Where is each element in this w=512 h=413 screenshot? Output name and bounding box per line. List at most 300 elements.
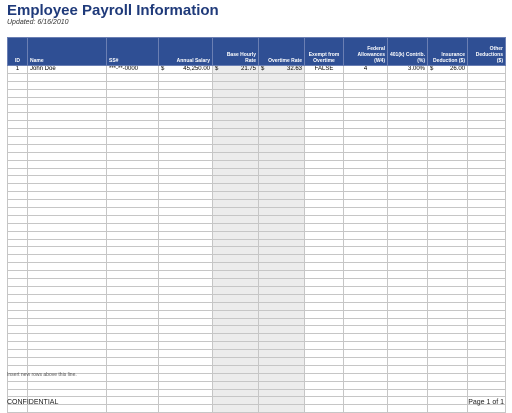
table-cell[interactable] [259,247,305,255]
table-cell[interactable] [107,144,159,152]
table-cell[interactable] [388,215,428,223]
table-cell[interactable] [344,200,388,208]
table-cell[interactable] [28,113,107,121]
table-cell[interactable] [259,263,305,271]
table-cell[interactable] [213,279,259,287]
table-cell[interactable] [428,129,468,137]
table-cell[interactable] [428,294,468,302]
table-cell[interactable] [388,334,428,342]
table-cell[interactable] [107,168,159,176]
table-cell[interactable] [107,255,159,263]
table-cell[interactable] [388,373,428,381]
table-cell[interactable] [428,302,468,310]
table-cell[interactable] [107,342,159,350]
table-cell[interactable] [428,279,468,287]
table-cell[interactable] [468,160,506,168]
table-cell[interactable] [344,357,388,365]
table-cell[interactable] [28,73,107,81]
table-cell[interactable] [344,271,388,279]
table-cell[interactable] [28,342,107,350]
table-cell[interactable] [305,255,344,263]
table-cell[interactable] [107,121,159,129]
table-cell[interactable] [388,357,428,365]
table-cell[interactable] [213,129,259,137]
table-cell[interactable] [213,365,259,373]
table-cell[interactable] [468,310,506,318]
table-cell[interactable] [344,389,388,397]
table-cell[interactable] [428,192,468,200]
table-cell[interactable] [428,239,468,247]
table-cell[interactable] [344,318,388,326]
table-cell[interactable] [344,192,388,200]
table-cell[interactable] [107,302,159,310]
table-cell[interactable] [159,263,213,271]
table-cell[interactable] [28,326,107,334]
table-cell[interactable] [468,215,506,223]
table-cell[interactable] [344,302,388,310]
table-cell[interactable] [388,81,428,89]
table-cell[interactable] [159,144,213,152]
table-cell[interactable] [107,271,159,279]
col-header-annual-salary[interactable]: Annual Salary [159,38,213,66]
table-cell[interactable] [468,231,506,239]
table-cell[interactable] [388,121,428,129]
table-cell[interactable] [305,105,344,113]
table-cell[interactable] [8,279,28,287]
table-cell[interactable] [468,389,506,397]
table-cell[interactable] [8,334,28,342]
table-cell[interactable] [259,200,305,208]
table-cell[interactable] [28,302,107,310]
table-cell[interactable] [305,200,344,208]
table-cell[interactable] [388,144,428,152]
table-cell[interactable] [388,168,428,176]
table-cell[interactable] [344,97,388,105]
table-cell[interactable] [428,144,468,152]
table-cell[interactable] [305,286,344,294]
table-cell[interactable] [305,373,344,381]
table-cell[interactable] [213,89,259,97]
table-cell[interactable] [388,239,428,247]
table-cell[interactable] [107,129,159,137]
table-cell[interactable] [468,97,506,105]
table-cell[interactable] [344,350,388,358]
table-cell[interactable] [28,168,107,176]
table-cell[interactable] [468,113,506,121]
table-cell[interactable] [159,113,213,121]
table-cell[interactable] [259,97,305,105]
table-cell[interactable] [305,365,344,373]
table-cell[interactable] [305,294,344,302]
table-cell[interactable] [428,342,468,350]
table-cell[interactable] [388,97,428,105]
table-cell[interactable] [213,342,259,350]
table-cell[interactable] [107,310,159,318]
table-cell[interactable] [388,342,428,350]
table-cell[interactable] [468,286,506,294]
table-cell[interactable] [259,310,305,318]
table-cell[interactable] [213,294,259,302]
table-cell[interactable] [468,357,506,365]
col-header-base-hourly-rate[interactable]: Base Hourly Rate [213,38,259,66]
table-cell[interactable] [305,129,344,137]
table-cell[interactable] [213,215,259,223]
table-cell[interactable] [107,373,159,381]
table-cell[interactable] [213,231,259,239]
table-cell[interactable] [259,144,305,152]
table-cell[interactable] [107,200,159,208]
table-cell[interactable] [8,152,28,160]
table-cell[interactable] [28,286,107,294]
table-cell[interactable] [468,342,506,350]
table-cell[interactable] [428,231,468,239]
table-cell[interactable] [159,192,213,200]
table-cell[interactable] [107,215,159,223]
table-cell[interactable] [8,263,28,271]
table-cell[interactable] [388,389,428,397]
table-cell[interactable] [8,176,28,184]
table-cell[interactable] [107,247,159,255]
table-cell[interactable] [305,113,344,121]
table-cell[interactable] [213,113,259,121]
table-cell[interactable] [8,121,28,129]
table-cell[interactable] [159,239,213,247]
table-cell[interactable] [107,397,159,405]
table-cell[interactable] [428,255,468,263]
table-cell[interactable] [107,357,159,365]
cell-overtime-rate[interactable] [259,66,305,74]
table-cell[interactable] [344,286,388,294]
table-cell[interactable] [305,192,344,200]
table-cell[interactable] [8,144,28,152]
table-cell[interactable] [8,294,28,302]
table-cell[interactable] [468,200,506,208]
table-cell[interactable] [28,263,107,271]
table-cell[interactable] [428,81,468,89]
table-cell[interactable] [388,129,428,137]
table-cell[interactable] [344,89,388,97]
table-cell[interactable] [344,239,388,247]
table-cell[interactable] [259,184,305,192]
table-cell[interactable] [305,389,344,397]
table-cell[interactable] [259,389,305,397]
table-cell[interactable] [159,342,213,350]
table-cell[interactable] [213,97,259,105]
table-cell[interactable] [259,271,305,279]
table-cell[interactable] [428,184,468,192]
table-cell[interactable] [344,105,388,113]
table-cell[interactable] [107,89,159,97]
table-cell[interactable] [259,231,305,239]
table-cell[interactable] [305,73,344,81]
table-cell[interactable] [468,176,506,184]
table-cell[interactable] [28,294,107,302]
table-cell[interactable] [428,176,468,184]
table-cell[interactable] [388,310,428,318]
table-cell[interactable] [305,208,344,216]
table-cell[interactable] [107,73,159,81]
table-cell[interactable] [344,176,388,184]
table-cell[interactable] [428,121,468,129]
table-cell[interactable] [213,318,259,326]
table-cell[interactable] [344,255,388,263]
table-cell[interactable] [259,81,305,89]
table-cell[interactable] [259,121,305,129]
table-cell[interactable] [107,208,159,216]
table-cell[interactable] [428,373,468,381]
table-cell[interactable] [213,73,259,81]
table-cell[interactable] [428,208,468,216]
table-cell[interactable] [259,279,305,287]
table-cell[interactable] [468,105,506,113]
table-cell[interactable] [344,223,388,231]
table-cell[interactable] [388,302,428,310]
table-cell[interactable] [28,160,107,168]
table-cell[interactable] [213,144,259,152]
table-cell[interactable] [259,342,305,350]
table-cell[interactable] [388,381,428,389]
table-cell[interactable] [388,247,428,255]
table-cell[interactable] [28,176,107,184]
table-cell[interactable] [8,239,28,247]
table-cell[interactable] [428,160,468,168]
table-cell[interactable] [159,152,213,160]
col-header-overtime-rate[interactable]: Overtime Rate [259,38,305,66]
table-cell[interactable] [428,326,468,334]
table-cell[interactable] [159,247,213,255]
table-cell[interactable] [259,302,305,310]
table-cell[interactable] [107,350,159,358]
table-cell[interactable] [305,152,344,160]
table-cell[interactable] [428,168,468,176]
table-cell[interactable] [107,81,159,89]
table-cell[interactable] [159,231,213,239]
table-cell[interactable] [428,334,468,342]
table-cell[interactable] [259,357,305,365]
table-cell[interactable] [344,160,388,168]
table-cell[interactable] [305,302,344,310]
table-cell[interactable] [468,192,506,200]
table-cell[interactable] [213,247,259,255]
table-cell[interactable] [28,239,107,247]
table-cell[interactable] [8,342,28,350]
table-cell[interactable] [8,168,28,176]
table-cell[interactable] [305,318,344,326]
table-cell[interactable] [305,271,344,279]
table-cell[interactable] [388,184,428,192]
table-cell[interactable] [428,105,468,113]
table-cell[interactable] [388,365,428,373]
table-cell[interactable] [468,208,506,216]
table-cell[interactable] [468,279,506,287]
cell-federal-allowances[interactable]: 4 [344,66,388,74]
table-cell[interactable] [468,318,506,326]
table-cell[interactable] [305,144,344,152]
table-cell[interactable] [107,389,159,397]
col-header-other-deductions[interactable]: Other Deductions ($) [468,38,506,66]
table-cell[interactable] [259,192,305,200]
table-cell[interactable] [213,373,259,381]
table-cell[interactable] [8,105,28,113]
table-cell[interactable] [28,318,107,326]
table-cell[interactable] [388,105,428,113]
table-cell[interactable] [468,271,506,279]
table-cell[interactable] [8,137,28,145]
table-cell[interactable] [388,231,428,239]
table-cell[interactable] [107,381,159,389]
table-cell[interactable] [28,279,107,287]
table-cell[interactable] [8,160,28,168]
table-cell[interactable] [428,310,468,318]
table-cell[interactable] [28,223,107,231]
table-cell[interactable] [468,152,506,160]
table-cell[interactable] [213,105,259,113]
table-cell[interactable] [107,113,159,121]
cell-id[interactable]: 1 [8,66,28,74]
table-cell[interactable] [468,373,506,381]
table-cell[interactable] [259,160,305,168]
table-cell[interactable] [213,357,259,365]
table-cell[interactable] [8,89,28,97]
table-cell[interactable] [305,357,344,365]
table-cell[interactable] [388,263,428,271]
table-cell[interactable] [468,365,506,373]
table-cell[interactable] [428,73,468,81]
cell-401k[interactable]: 3.00% [388,66,428,74]
table-cell[interactable] [468,247,506,255]
table-cell[interactable] [159,105,213,113]
col-header-ssn[interactable]: SS# [107,38,159,66]
table-cell[interactable] [468,326,506,334]
table-cell[interactable] [28,144,107,152]
table-cell[interactable] [107,160,159,168]
table-cell[interactable] [28,215,107,223]
table-cell[interactable] [428,200,468,208]
table-cell[interactable] [468,144,506,152]
table-cell[interactable] [305,342,344,350]
table-cell[interactable] [428,365,468,373]
table-cell[interactable] [159,137,213,145]
table-cell[interactable] [28,271,107,279]
table-cell[interactable] [8,113,28,121]
table-cell[interactable] [107,176,159,184]
table-cell[interactable] [28,350,107,358]
table-cell[interactable] [159,310,213,318]
table-cell[interactable] [468,263,506,271]
table-cell[interactable] [213,239,259,247]
cell-other-deductions[interactable] [468,66,506,74]
table-cell[interactable] [28,89,107,97]
table-cell[interactable] [428,263,468,271]
table-cell[interactable] [8,302,28,310]
table-cell[interactable] [28,105,107,113]
table-cell[interactable] [344,365,388,373]
table-cell[interactable] [259,350,305,358]
table-cell[interactable] [28,152,107,160]
table-cell[interactable] [468,223,506,231]
table-cell[interactable] [388,350,428,358]
table-cell[interactable] [305,334,344,342]
table-cell[interactable] [305,121,344,129]
table-cell[interactable] [159,294,213,302]
table-cell[interactable] [159,168,213,176]
table-cell[interactable] [28,310,107,318]
table-cell[interactable] [305,168,344,176]
table-cell[interactable] [305,81,344,89]
table-cell[interactable] [344,215,388,223]
table-cell[interactable] [468,239,506,247]
table-cell[interactable] [8,286,28,294]
table-cell[interactable] [344,326,388,334]
table-cell[interactable] [305,137,344,145]
table-cell[interactable] [159,286,213,294]
col-header-name[interactable]: Name [28,38,107,66]
table-cell[interactable] [344,231,388,239]
table-cell[interactable] [259,381,305,389]
table-cell[interactable] [28,208,107,216]
table-cell[interactable] [159,73,213,81]
table-cell[interactable] [8,389,28,397]
table-cell[interactable] [8,271,28,279]
table-cell[interactable] [8,184,28,192]
table-cell[interactable] [428,223,468,231]
table-cell[interactable] [344,373,388,381]
table-cell[interactable] [344,342,388,350]
table-cell[interactable] [428,89,468,97]
table-cell[interactable] [468,255,506,263]
table-cell[interactable] [388,208,428,216]
col-header-401k[interactable]: 401(k) Contrib. (%) [388,38,428,66]
table-cell[interactable] [344,263,388,271]
table-cell[interactable] [468,121,506,129]
table-cell[interactable] [305,223,344,231]
table-cell[interactable] [388,152,428,160]
table-cell[interactable] [213,160,259,168]
table-cell[interactable] [305,279,344,287]
table-cell[interactable] [344,247,388,255]
table-cell[interactable] [388,326,428,334]
table-cell[interactable] [468,302,506,310]
table-cell[interactable] [259,255,305,263]
table-cell[interactable] [107,192,159,200]
table-cell[interactable] [8,357,28,365]
table-cell[interactable] [159,357,213,365]
table-cell[interactable] [259,318,305,326]
col-header-exempt-overtime[interactable]: Exempt from Overtime [305,38,344,66]
table-cell[interactable] [468,184,506,192]
table-cell[interactable] [107,334,159,342]
table-cell[interactable] [305,247,344,255]
table-cell[interactable] [428,397,468,405]
table-cell[interactable] [28,129,107,137]
table-cell[interactable] [107,137,159,145]
table-cell[interactable] [213,184,259,192]
table-cell[interactable] [107,279,159,287]
table-cell[interactable] [8,208,28,216]
table-cell[interactable] [159,255,213,263]
table-cell[interactable] [468,168,506,176]
table-cell[interactable] [107,318,159,326]
table-cell[interactable] [468,334,506,342]
table-cell[interactable] [344,113,388,121]
table-cell[interactable] [388,279,428,287]
table-cell[interactable] [259,168,305,176]
table-cell[interactable] [259,365,305,373]
table-cell[interactable] [344,121,388,129]
table-cell[interactable] [259,105,305,113]
table-cell[interactable] [428,286,468,294]
table-cell[interactable] [259,215,305,223]
